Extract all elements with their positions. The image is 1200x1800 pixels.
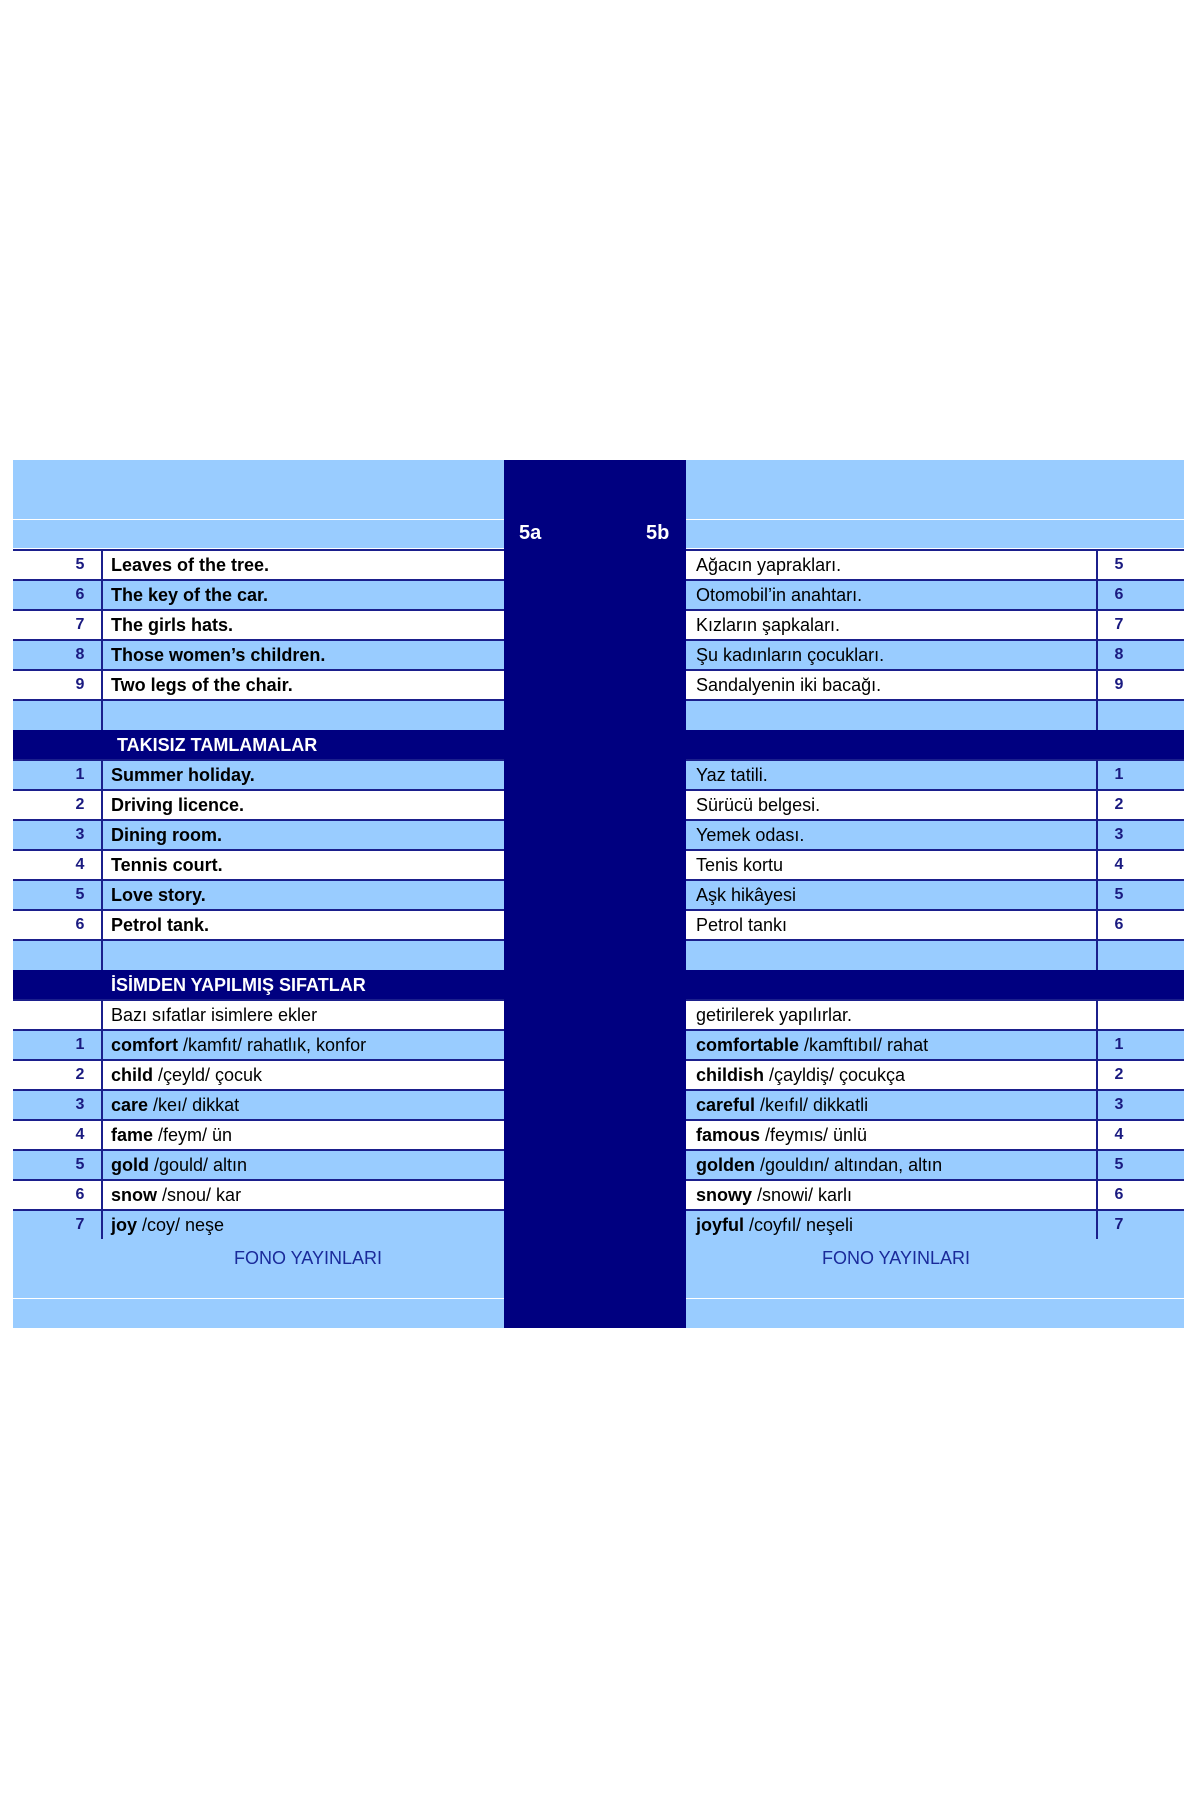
col-separator-left [101, 1090, 103, 1120]
row-number-left: 3 [75, 826, 85, 843]
row-number-right: 5 [1114, 886, 1124, 903]
col-separator-right [1096, 910, 1098, 940]
footer-publisher-left: FONO YAYINLARI [233, 1248, 383, 1268]
row-number-left: 7 [75, 616, 85, 633]
noun-pronunciation-meaning: /kamfıt/ rahatlık, konfor [178, 1035, 367, 1055]
adjective-pronunciation-meaning: /snowi/ karlı [752, 1185, 853, 1205]
noun-entry [111, 1120, 232, 1150]
english-phrase: Dining room. [111, 825, 222, 845]
intro-text-left: Bazı sıfatlar isimlere ekler [111, 1005, 318, 1025]
col-separator-right [1096, 610, 1098, 640]
adjective-word: comfortable [696, 1035, 800, 1055]
row-number-right: 6 [1114, 916, 1124, 933]
row-number-left: 4 [75, 856, 85, 873]
english-phrase: Tennis court. [111, 855, 223, 875]
adjective-pronunciation-meaning: /coyfıl/ neşeli [744, 1215, 854, 1235]
col-separator-left [101, 700, 103, 730]
col-separator-right [1096, 1090, 1098, 1120]
header-band-right [686, 460, 1184, 548]
col-separator-right [1096, 1120, 1098, 1150]
col-separator-left [101, 640, 103, 670]
row-number-left: 8 [75, 646, 85, 663]
noun-pronunciation-meaning: /snou/ kar [157, 1185, 242, 1205]
noun-word: gold [111, 1155, 149, 1175]
adjective-pronunciation-meaning: /gouldın/ altından, altın [755, 1155, 943, 1175]
row-number-left: 6 [75, 586, 85, 603]
row-number-right: 9 [1114, 676, 1124, 693]
row-number-right: 1 [1114, 766, 1124, 783]
row-number-left: 6 [75, 916, 85, 933]
header-separator-right [686, 519, 1184, 520]
col-separator-right [1096, 940, 1098, 970]
row-number-right: 3 [1114, 826, 1124, 843]
row-number-right: 2 [1114, 1066, 1124, 1083]
col-separator-right [1096, 1150, 1098, 1180]
noun-entry [111, 1150, 247, 1180]
adjective-word: snowy [696, 1185, 753, 1205]
col-separator-left [101, 1210, 103, 1240]
adjective-entry [696, 1180, 852, 1210]
col-separator-left [101, 610, 103, 640]
noun-word: comfort [111, 1035, 178, 1055]
adjective-entry [696, 1150, 942, 1180]
turkish-phrase: Sürücü belgesi. [696, 795, 821, 815]
noun-word: child [111, 1065, 154, 1085]
row-number-right: 5 [1114, 1156, 1124, 1173]
col-separator-left [101, 1000, 103, 1030]
row-number-right: 4 [1114, 856, 1124, 873]
english-phrase: Love story. [111, 885, 206, 905]
col-separator-right [1096, 850, 1098, 880]
col-separator-right [1096, 790, 1098, 820]
col-separator-left [101, 1180, 103, 1210]
noun-pronunciation-meaning: /gould/ altın [149, 1155, 248, 1175]
row-number-left: 1 [75, 1036, 85, 1053]
row-number-right: 2 [1114, 796, 1124, 813]
col-separator-left [101, 850, 103, 880]
col-separator-left [101, 580, 103, 610]
col-separator-right [1096, 1000, 1098, 1030]
adjective-word: childish [696, 1065, 765, 1085]
english-phrase: Leaves of the tree. [111, 555, 270, 575]
col-separator-left [101, 1060, 103, 1090]
col-separator-right [1096, 1030, 1098, 1060]
adjective-entry [696, 1030, 928, 1060]
col-separator-left [101, 910, 103, 940]
row-number-right: 7 [1114, 1216, 1124, 1233]
turkish-phrase: Tenis kortu [696, 855, 784, 875]
section-title-takisiz: TAKISIZ TAMLAMALAR [117, 735, 318, 755]
col-separator-left [101, 880, 103, 910]
row-number-right: 8 [1114, 646, 1124, 663]
row-number-right: 6 [1114, 1186, 1124, 1203]
adjective-entry [696, 1210, 853, 1240]
row-number-right: 1 [1114, 1036, 1124, 1053]
row-number-left: 5 [75, 886, 85, 903]
row-number-left: 9 [75, 676, 85, 693]
row-number-right: 3 [1114, 1096, 1124, 1113]
noun-word: care [111, 1095, 149, 1115]
row-number-left: 2 [75, 1066, 85, 1083]
col-separator-right [1096, 1210, 1098, 1240]
footer-separator-right [686, 1298, 1184, 1299]
label-5a: 5a [519, 522, 542, 544]
adjective-pronunciation-meaning: /feymıs/ ünlü [760, 1125, 868, 1145]
col-separator-right [1096, 550, 1098, 580]
turkish-phrase: Aşk hikâyesi [696, 885, 797, 905]
col-separator-right [1096, 670, 1098, 700]
turkish-phrase: Sandalyenin iki bacağı. [696, 675, 882, 695]
row-border-left [13, 939, 504, 941]
adjective-entry [696, 1120, 867, 1150]
turkish-phrase: Ağacın yaprakları. [696, 555, 842, 575]
adjective-pronunciation-meaning: /kamftıbıl/ rahat [799, 1035, 929, 1055]
adjective-word: careful [696, 1095, 756, 1115]
col-separator-right [1096, 700, 1098, 730]
col-separator-left [101, 1030, 103, 1060]
col-separator-right [1096, 880, 1098, 910]
adjective-word: joyful [696, 1215, 744, 1235]
row-bg-left [13, 700, 504, 730]
turkish-phrase: Yemek odası. [696, 825, 805, 845]
col-separator-left [101, 670, 103, 700]
col-separator-right [1096, 820, 1098, 850]
row-number-right: 7 [1114, 616, 1124, 633]
row-border-left [13, 699, 504, 701]
col-separator-right [1096, 1180, 1098, 1210]
english-phrase: Two legs of the chair. [111, 675, 293, 695]
col-separator-right [1096, 760, 1098, 790]
adjective-pronunciation-meaning: /keıfıl/ dikkatli [755, 1095, 869, 1115]
english-phrase: Petrol tank. [111, 915, 210, 935]
col-separator-right [1096, 1060, 1098, 1090]
noun-word: snow [111, 1185, 158, 1205]
row-number-left: 3 [75, 1096, 85, 1113]
row-bg-right [686, 700, 1184, 730]
row-number-left: 1 [75, 766, 85, 783]
noun-entry [111, 1030, 366, 1060]
noun-pronunciation-meaning: /keı/ dikkat [148, 1095, 240, 1115]
turkish-phrase: Otomobil’in anahtarı. [696, 585, 863, 605]
adjective-word: golden [696, 1155, 755, 1175]
noun-entry [111, 1180, 241, 1210]
english-phrase: The key of the car. [111, 585, 269, 605]
row-bg-right [686, 940, 1184, 970]
col-separator-left [101, 790, 103, 820]
col-separator-left [101, 1150, 103, 1180]
noun-entry [111, 1090, 239, 1120]
row-number-left: 7 [75, 1216, 85, 1233]
noun-word: joy [111, 1215, 138, 1235]
english-phrase: Summer holiday. [111, 765, 255, 785]
label-5b: 5b [646, 522, 670, 544]
adjective-word: famous [696, 1125, 761, 1145]
row-number-left: 6 [75, 1186, 85, 1203]
row-number-left: 5 [75, 556, 85, 573]
section-title-isimden: İSİMDEN YAPILMIŞ SIFATLAR [111, 975, 366, 995]
footer-separator-left [13, 1298, 504, 1299]
noun-pronunciation-meaning: /feym/ ün [153, 1125, 233, 1145]
noun-entry [111, 1060, 262, 1090]
adjective-entry [696, 1060, 905, 1090]
header-separator-left [13, 519, 504, 520]
col-separator-left [101, 940, 103, 970]
footer-publisher-right: FONO YAYINLARI [821, 1248, 971, 1268]
turkish-phrase: Petrol tankı [696, 915, 788, 935]
header-band-left [13, 460, 504, 548]
col-separator-left [101, 820, 103, 850]
noun-entry [111, 1210, 224, 1240]
col-separator-left [101, 760, 103, 790]
row-number-left: 4 [75, 1126, 85, 1143]
noun-pronunciation-meaning: /coy/ neşe [137, 1215, 225, 1235]
row-number-right: 6 [1114, 586, 1124, 603]
col-separator-left [101, 1120, 103, 1150]
row-border-right [686, 939, 1184, 941]
row-number-right: 4 [1114, 1126, 1124, 1143]
adjective-entry [696, 1090, 868, 1120]
row-number-left: 2 [75, 796, 85, 813]
turkish-phrase: Yaz tatili. [696, 765, 768, 785]
col-separator-right [1096, 640, 1098, 670]
turkish-phrase: Şu kadınların çocukları. [696, 645, 885, 665]
row-number-left: 5 [75, 1156, 85, 1173]
english-phrase: Driving licence. [111, 795, 245, 815]
turkish-phrase: Kızların şapkaları. [696, 615, 841, 635]
noun-word: fame [111, 1125, 154, 1145]
adjective-pronunciation-meaning: /çayldiş/ çocukça [764, 1065, 906, 1085]
row-bg-left [13, 940, 504, 970]
english-phrase: The girls hats. [111, 615, 234, 635]
row-border-right [686, 699, 1184, 701]
col-separator-left [101, 550, 103, 580]
center-divider [504, 460, 686, 1328]
col-separator-right [1096, 580, 1098, 610]
intro-text-right: getirilerek yapılırlar. [696, 1005, 853, 1025]
english-phrase: Those women’s children. [111, 645, 326, 665]
noun-pronunciation-meaning: /çeyld/ çocuk [153, 1065, 263, 1085]
row-number-right: 5 [1114, 556, 1124, 573]
